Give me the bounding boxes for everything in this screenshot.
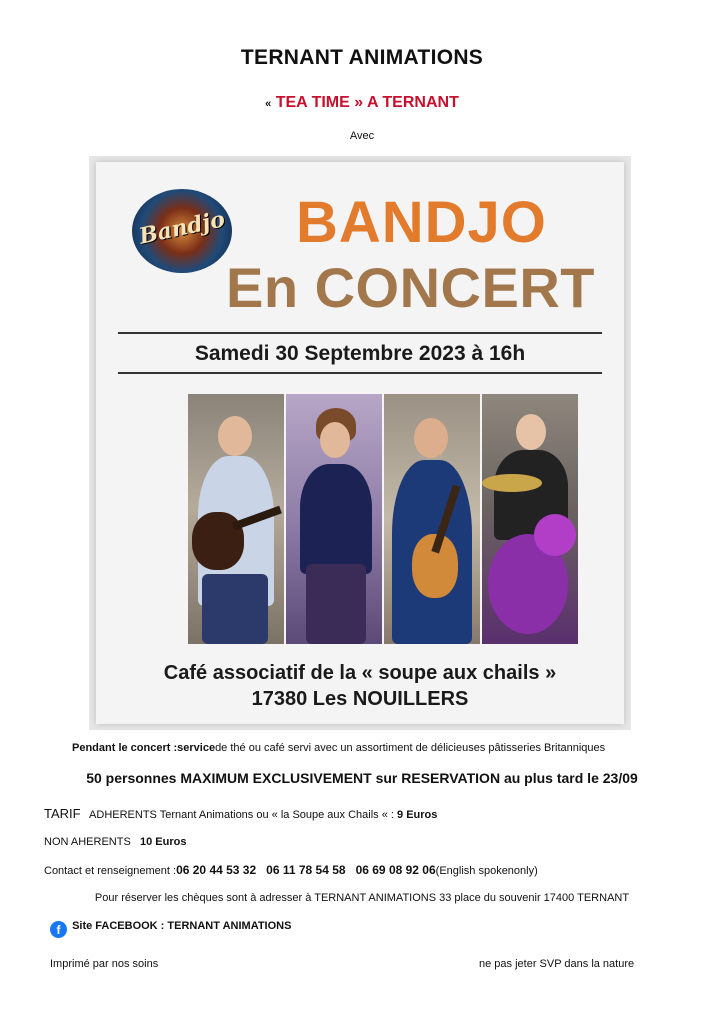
organisation-title: TERNANT ANIMATIONS (240, 46, 484, 69)
divider-top (118, 332, 602, 334)
band-name: BANDJO (296, 190, 547, 255)
non-adherents-price: 10 Euros (139, 836, 187, 848)
environment-note: ne pas jeter SVP dans la nature (479, 958, 635, 970)
phone-number[interactable]: 06 69 08 92 06 (355, 863, 436, 877)
facebook-text: Site FACEBOOK : TERNANT ANIMATIONS (72, 920, 292, 932)
event-name: TEA TIME » A TERNANT (275, 94, 459, 111)
contact-line (44, 863, 538, 877)
venue-city: 17380 Les NOUILLERS (251, 688, 469, 710)
divider-bottom (118, 372, 602, 374)
printed-note: Imprimé par nos soins (50, 958, 159, 970)
phone-number[interactable]: 06 11 78 54 58 (266, 863, 346, 877)
capacity-notice: 50 personnes MAXIMUM EXCLUSIVEMENT sur RESERVATION au plus tard le 23/09 (86, 770, 638, 786)
contact-label: Contact et renseignement : (44, 865, 177, 877)
concert-date: Samedi 30 Septembre 2023 à 16h (194, 342, 526, 365)
service-label: Pendant le concert :service (72, 742, 216, 754)
band-logo (132, 189, 232, 273)
event-open-quote: « (265, 98, 272, 110)
concert-subtitle: En CONCERT (226, 256, 595, 319)
tarif-line (44, 806, 437, 821)
service-info (72, 742, 605, 754)
non-adherents-line (44, 836, 186, 848)
band-photo-bassist (384, 394, 480, 644)
tarif-label: TARIF (44, 806, 81, 821)
reservation-info: Pour réserver les chèques sont à adresser à TERNANT ANIMATIONS 33 place du souvenir 17400 TERNANT (94, 892, 630, 904)
venue-name: Café associatif de la « soupe aux chails » (163, 662, 557, 684)
english-note: (English spokenonly) (435, 865, 538, 877)
tarif-text: ADHERENTS Ternant Animations ou « la Soupe aux Chails « : (89, 809, 398, 821)
facebook-line[interactable] (50, 920, 291, 938)
band-photo-drummer (482, 394, 578, 644)
facebook-icon: f (50, 921, 67, 938)
tarif-price: 9 Euros (397, 809, 438, 821)
band-logo-text: Bandjo (136, 206, 228, 250)
event-title (0, 94, 724, 112)
with-label: Avec (349, 130, 375, 142)
non-adherents-label: NON AHERENTS (44, 836, 131, 848)
band-photo-guitarist (188, 394, 284, 644)
band-photo-singer (286, 394, 382, 644)
concert-poster (96, 162, 624, 724)
phone-number[interactable]: 06 20 44 53 32 (176, 863, 257, 877)
service-text: de thé ou café servi avec un assortiment de délicieuses pâtisseries Britanniques (215, 742, 606, 754)
